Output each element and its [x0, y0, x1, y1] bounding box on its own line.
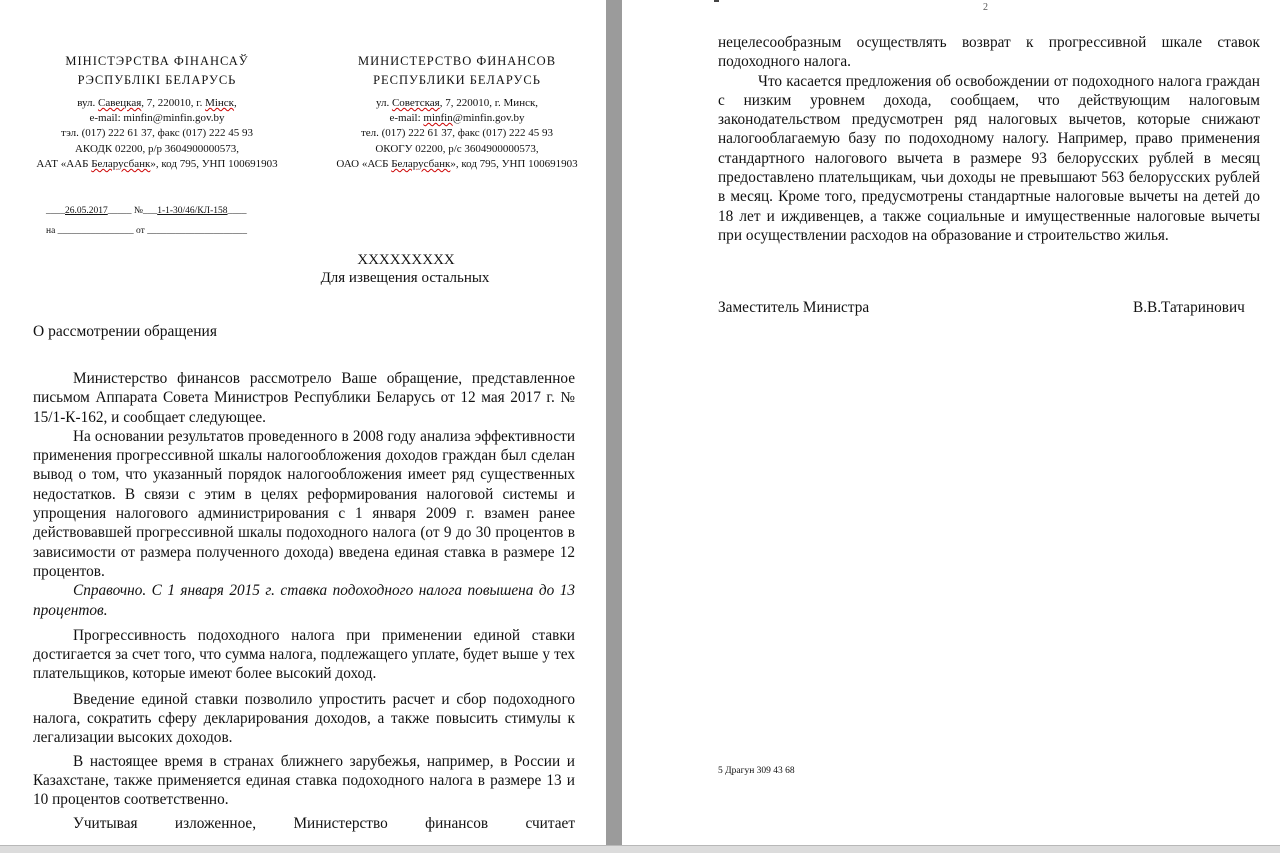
letter-subject: О рассмотрении обращения — [33, 323, 217, 340]
bank-ru: ОАО «АСБ Беларусбанк», код 795, УНП 100691903 — [336, 157, 578, 170]
ministry-name-be: МІНІСТЭРСТВА ФІНАНСАЎ — [65, 54, 249, 68]
paragraph: Что касается предложения об освобождении от подоходного налога граждан с низким уровнем дохода, сообщаем, что действующим налоговым законодательством предусмотрен ряд налоговых вычетов, которые снижают налогооблагаемую базу по подоходному налогу. Например, право применения стандартного налогового вычета в размере 93 белорусских рублей в месяц предоставлено плательщикам, чьи доходы не превышают 563 белорусских рублей в месяц. Кроме того, предусмотрены стандартные налоговые вычеты на детей до 18 лет и иждивенцев, а также социальные и имущественные налоговые вычеты при осуществлении расходов на образование и строительство жилья. — [718, 72, 1260, 244]
paragraph: Учитывая изложенное, Министерство финансов считает — [73, 814, 575, 832]
phone-ru: тел. (017) 222 61 37, факс (017) 222 45 93 — [360, 127, 554, 140]
page-marker — [714, 0, 719, 2]
paragraph: На основании результатов проведенного в 2008 году анализа эффективности применения прогрессивной шкалы налогообложения доходов граждан был сделан вывод о том, что указанный порядок налогообложения имеет ряд существенных недостатков. В связи с этим в целях реформирования налоговой системы и упрощения налогового администрирования с 1 января 2009 г. взамен ранее действовавшей прогрессивной шкалы подоходного налога (от 9 до 30 процентов в зависимости от размера полученного дохода) введена единая ставка в размере 12 процентов. — [33, 427, 575, 580]
signatory-title: Заместитель Министра — [718, 299, 870, 316]
letter-body-page-2 — [718, 33, 1260, 245]
executor-note: 5 Драгун 309 43 68 — [718, 766, 795, 776]
letter-body-page-1 — [33, 369, 575, 833]
page-gap — [606, 0, 622, 845]
account-be: АКОДК 02200, р/р 3604900000573, — [74, 142, 240, 155]
letter-number: 1-1-30/46/КЛ-158 — [157, 206, 228, 216]
account-ru: ОКОГУ 02200, р/с 3604900000573, — [375, 142, 539, 155]
address-be: вул. Савецкая, 7, 220010, г. Мінск, — [77, 97, 237, 109]
registration-date-number: ____26.05.2017_____ №___1-1-30/46/КЛ-158____ — [46, 206, 247, 216]
paragraph: В настоящее время в странах ближнего зарубежья, например, в России и Казахстане, также применяется единая ставка подоходного налога в размере 13 и 10 процентов соответственно. — [33, 752, 575, 809]
distribution-notice: Для извещения остальных — [320, 270, 490, 286]
phone-be: тэл. (017) 222 61 37, факс (017) 222 45 93 — [61, 127, 253, 140]
email-be: e-mail: minfin@minfin.gov.by — [89, 112, 225, 125]
paragraph: Прогрессивность подоходного налога при применении единой ставки достигается за счет того, что сумма налога, подлежащего уплате, будет выше у тех плательщиков, которые имеют более высокий доход. — [33, 626, 575, 683]
registration-reference: на ________________ от _____________________ — [46, 226, 247, 236]
recipient: XXXXXXXXX — [357, 252, 455, 268]
bank-be: ААТ «ААБ Беларусбанк», код 795, УНП 100691903 — [36, 157, 278, 170]
address-ru: ул. Советская, 7, 220010, г. Минск, — [375, 97, 539, 109]
page-number: 2 — [983, 2, 988, 13]
letterhead-belarusian — [26, 52, 288, 172]
paragraph: нецелесообразным осуществлять возврат к прогрессивной шкале ставок подоходного налога. — [718, 34, 1260, 71]
ministry-name-ru: МИНИСТЕРСТВО ФИНАНСОВ — [357, 54, 557, 68]
signatory-name: В.В.Татаринович — [1133, 299, 1245, 316]
email-ru: e-mail: minfin@minfin.gov.by — [389, 112, 525, 125]
republic-name-be: РЭСПУБЛІКІ БЕЛАРУСЬ — [77, 73, 237, 87]
paragraph: Введение единой ставки позволило упростить расчет и сбор подоходного налога, сократить сферу декларирования доходов, а также повысить стимулы к легализации высоких доходов. — [33, 690, 575, 747]
reference-note: Справочно. С 1 января 2015 г. ставка подоходного налога повышена до 13 процентов. — [33, 582, 575, 619]
republic-name-ru: РЕСПУБЛИКИ БЕЛАРУСЬ — [373, 73, 541, 87]
paragraph: Министерство финансов рассмотрело Ваше обращение, представленное письмом Аппарата Совета Министров Республики Беларусь от 12 мая 2017 г. № 15/1-К-162, и сообщает следующее. — [33, 370, 575, 426]
letter-date: 26.05.2017 — [65, 206, 108, 216]
letterhead-russian — [326, 52, 588, 172]
